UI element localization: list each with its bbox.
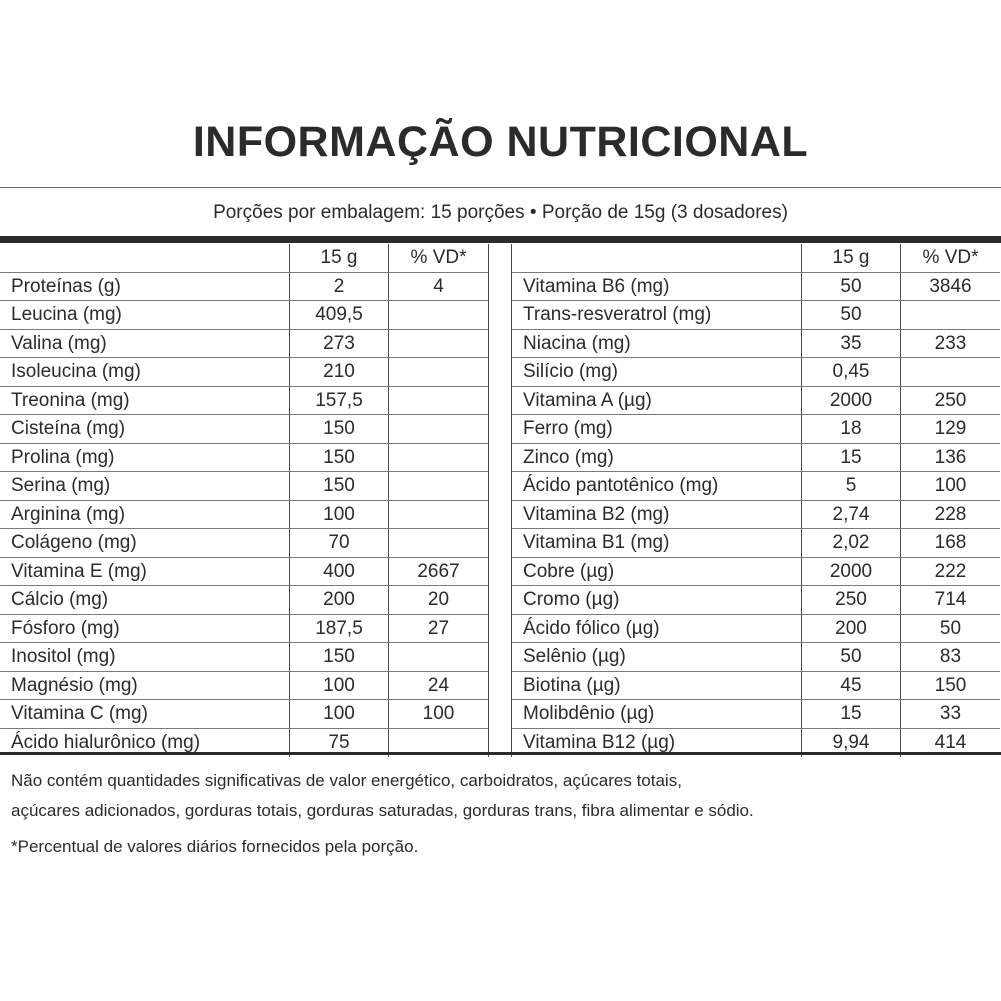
table-row (0, 330, 488, 359)
nutrient-name: Treonina (mg) (11, 389, 130, 411)
nutrient-name: Silício (mg) (523, 361, 619, 382)
nutrient-name: Vitamina C (mg) (11, 703, 148, 724)
table-row (0, 672, 488, 701)
amount-15g: 35 (801, 330, 900, 358)
header-divider (0, 236, 1001, 243)
table-row (512, 586, 1000, 615)
nutrient-name: Leucina (mg) (11, 304, 122, 325)
table-row (0, 273, 488, 302)
nutrition-table-right (512, 244, 1000, 757)
table-row (0, 415, 488, 444)
nutrient-name: Vitamina A (µg) (523, 389, 652, 411)
amount-15g: 400 (289, 558, 388, 586)
table-row (512, 558, 1000, 587)
percent-vd: 24 (388, 672, 488, 700)
percent-vd: 33 (900, 700, 1000, 728)
column-gap (488, 244, 512, 757)
notes-line-2: açúcares adicionados, gorduras totais, gorduras saturadas, gorduras trans, fibra alimentar e sódio. (11, 801, 754, 820)
percent-vd (900, 358, 1000, 386)
amount-15g: 0,45 (801, 358, 900, 386)
table-row (512, 273, 1000, 302)
table-row (512, 700, 1000, 729)
table-row (0, 358, 488, 387)
amount-15g: 70 (289, 529, 388, 557)
nutrient-name: Serina (mg) (11, 475, 111, 496)
table-row (0, 529, 488, 558)
nutrient-name: Isoleucina (mg) (11, 361, 141, 382)
table-row (512, 615, 1000, 644)
nutrient-name: Cálcio (mg) (11, 589, 109, 610)
amount-15g: 210 (289, 358, 388, 386)
nutrient-name: Ácido hialurônico (mg) (11, 731, 201, 753)
percent-vd: 27 (388, 615, 488, 643)
nutrient-name: Niacina (mg) (523, 332, 631, 354)
table-row (0, 615, 488, 644)
nutrient-name: Vitamina B2 (mg) (523, 503, 670, 525)
header-vd: % VD* (388, 244, 488, 272)
percent-vd (388, 529, 488, 557)
nutrient-name: Trans-resveratrol (mg) (523, 304, 712, 325)
table-row (0, 558, 488, 587)
header-15g: 15 g (801, 244, 900, 272)
amount-15g: 45 (801, 672, 900, 700)
table-header-row (512, 244, 1000, 273)
nutrient-name: Ácido pantotênico (mg) (523, 475, 719, 496)
nutrient-name: Proteínas (g) (11, 275, 121, 297)
table-row (512, 672, 1000, 701)
percent-vd: 4 (388, 273, 488, 301)
amount-15g: 150 (289, 415, 388, 443)
header-15g: 15 g (289, 244, 388, 272)
percent-vd: 414 (900, 729, 1000, 758)
table-row (512, 387, 1000, 416)
table-row (512, 330, 1000, 359)
table-row (512, 643, 1000, 672)
nutrient-name: Colágeno (mg) (11, 532, 137, 553)
serving-info: Porções por embalagem: 15 porções • Porção de 15g (3 dosadores) (213, 202, 788, 223)
table-row (0, 301, 488, 330)
table-row (512, 444, 1000, 473)
percent-vd (388, 387, 488, 415)
amount-15g: 2,74 (801, 501, 900, 529)
nutrient-name: Cromo (µg) (523, 589, 620, 610)
percent-vd (388, 501, 488, 529)
table-row (512, 472, 1000, 501)
percent-vd: 168 (900, 529, 1000, 557)
percent-vd: 100 (900, 472, 1000, 500)
nutrient-name: Cisteína (mg) (11, 418, 126, 439)
amount-15g: 100 (289, 700, 388, 728)
amount-15g: 273 (289, 330, 388, 358)
nutrient-name: Molibdênio (µg) (523, 703, 655, 724)
table-row (0, 444, 488, 473)
notes-line-1: Não contém quantidades significativas de valor energético, carboidratos, açúcares totais, (11, 771, 682, 790)
amount-15g: 5 (801, 472, 900, 500)
percent-vd (388, 301, 488, 329)
amount-15g: 150 (289, 643, 388, 671)
percent-vd (900, 301, 1000, 329)
table-row (0, 501, 488, 530)
percent-vd: 714 (900, 586, 1000, 614)
percent-vd: 20 (388, 586, 488, 614)
nutrient-name: Arginina (mg) (11, 503, 126, 525)
percent-vd (388, 415, 488, 443)
amount-15g: 200 (801, 615, 900, 643)
amount-15g: 157,5 (289, 387, 388, 415)
nutrient-name: Vitamina B1 (mg) (523, 532, 670, 553)
percent-vd (388, 472, 488, 500)
header-nutrient (0, 244, 289, 272)
percent-vd (388, 444, 488, 472)
amount-15g: 50 (801, 643, 900, 671)
nutrient-name: Zinco (mg) (523, 446, 614, 468)
nutrient-name: Cobre (µg) (523, 560, 615, 582)
table-row (0, 387, 488, 416)
amount-15g: 2000 (801, 387, 900, 415)
table-row (512, 529, 1000, 558)
nutrient-name: Inositol (mg) (11, 646, 116, 667)
nutrient-name: Vitamina B12 (µg) (523, 731, 676, 753)
percent-vd: 129 (900, 415, 1000, 443)
page-title: INFORMAÇÃO NUTRICIONAL (192, 118, 809, 166)
table-row (512, 301, 1000, 330)
amount-15g: 2,02 (801, 529, 900, 557)
amount-15g: 150 (289, 444, 388, 472)
amount-15g: 187,5 (289, 615, 388, 643)
amount-15g: 2 (289, 273, 388, 301)
nutrient-name: Prolina (mg) (11, 446, 115, 468)
nutrient-name: Magnésio (mg) (11, 674, 138, 696)
header-vd: % VD* (900, 244, 1000, 272)
nutrient-name: Vitamina B6 (mg) (523, 275, 670, 297)
amount-15g: 15 (801, 444, 900, 472)
nutrient-name: Valina (mg) (11, 332, 107, 354)
table-row (0, 586, 488, 615)
percent-vd: 3846 (900, 273, 1000, 301)
amount-15g: 50 (801, 273, 900, 301)
amount-15g: 75 (289, 729, 388, 758)
footnote: *Percentual de valores diários fornecidos pela porção. (11, 837, 419, 856)
percent-vd (388, 330, 488, 358)
amount-15g: 18 (801, 415, 900, 443)
amount-15g: 200 (289, 586, 388, 614)
nutrient-name: Ácido fólico (µg) (523, 617, 660, 639)
percent-vd: 100 (388, 700, 488, 728)
percent-vd: 50 (900, 615, 1000, 643)
nutrition-table-left (0, 244, 488, 757)
nutrient-name: Vitamina E (mg) (11, 560, 147, 582)
percent-vd: 2667 (388, 558, 488, 586)
percent-vd: 228 (900, 501, 1000, 529)
nutrient-name: Selênio (µg) (523, 646, 626, 667)
table-header-row (0, 244, 488, 273)
amount-15g: 50 (801, 301, 900, 329)
notes (11, 766, 991, 862)
nutrient-name: Ferro (mg) (523, 418, 613, 439)
table-row (512, 501, 1000, 530)
table-row (0, 700, 488, 729)
amount-15g: 100 (289, 672, 388, 700)
percent-vd: 222 (900, 558, 1000, 586)
header-nutrient (512, 244, 801, 272)
amount-15g: 250 (801, 586, 900, 614)
amount-15g: 15 (801, 700, 900, 728)
table-row (0, 643, 488, 672)
percent-vd: 150 (900, 672, 1000, 700)
nutrient-name: Biotina (µg) (523, 674, 621, 696)
percent-vd: 233 (900, 330, 1000, 358)
amount-15g: 2000 (801, 558, 900, 586)
percent-vd: 83 (900, 643, 1000, 671)
table-row (512, 415, 1000, 444)
percent-vd: 136 (900, 444, 1000, 472)
table-bottom-divider (0, 752, 1001, 755)
percent-vd: 250 (900, 387, 1000, 415)
amount-15g: 409,5 (289, 301, 388, 329)
nutrition-table (0, 244, 1001, 757)
amount-15g: 9,94 (801, 729, 900, 758)
amount-15g: 100 (289, 501, 388, 529)
amount-15g: 150 (289, 472, 388, 500)
nutrient-name: Fósforo (mg) (11, 617, 120, 639)
title-divider (0, 187, 1001, 188)
percent-vd (388, 643, 488, 671)
table-row (512, 358, 1000, 387)
table-row (0, 472, 488, 501)
percent-vd (388, 358, 488, 386)
